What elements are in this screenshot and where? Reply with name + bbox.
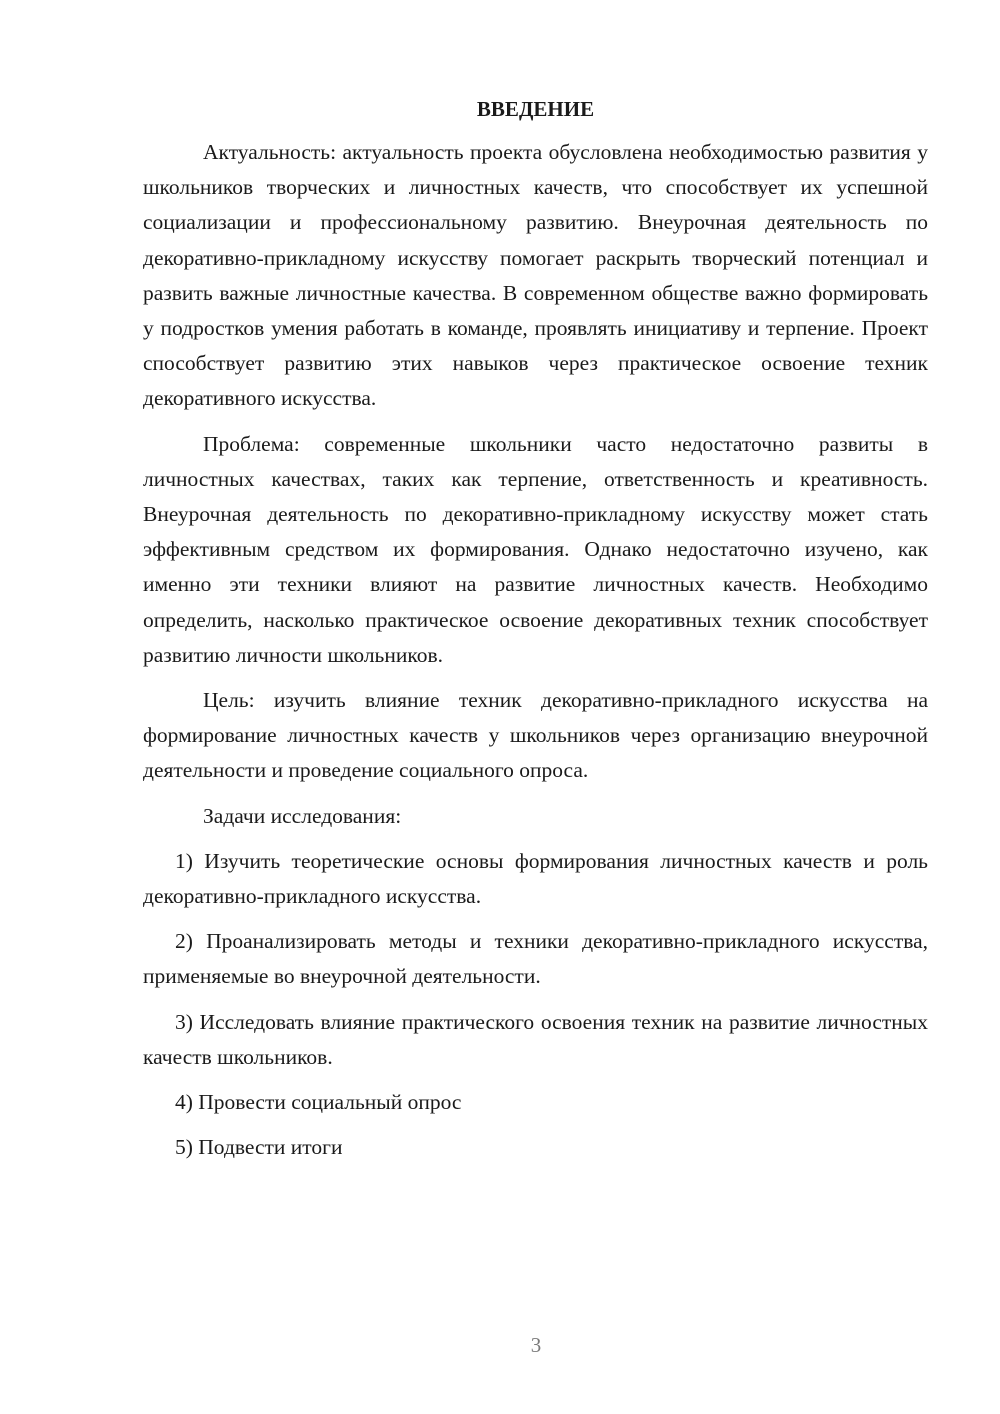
problem-paragraph: Проблема: современные школьники часто недостаточно развиты в личностных качествах, таких как терпение, ответственность и креативность. Внеурочная деятельность по декоративно-прикладному искусству может стать эффективным средством их формирования. Однако недостаточно изучено, как именно эти техники влияют на развитие личностных качеств. Необходимо определить, насколько практическое освоение декоративных техник способствует развитию личности школьников. <box>143 431 928 667</box>
page-number: 3 <box>530 1333 542 1357</box>
goal-paragraph: Цель: изучить влияние техник декоративно-прикладного искусства на формирование личностных качеств у школьников через организацию внеурочной деятельности и проведение социального опроса. <box>143 688 928 783</box>
tasks-title: Задачи исследования: <box>203 803 402 828</box>
task-item-5: 5) Подвести итоги <box>175 1135 343 1160</box>
task-item-3: 3) Исследовать влияние практического освоения техник на развитие личностных качеств школьников. <box>143 1009 928 1069</box>
relevance-paragraph: Актуальность: актуальность проекта обусловлена необходимостью развития у школьников творческих и личностных качеств, что способствует их успешной социализации и профессиональному развитию. Внеурочная деятельность по декоративно-прикладному искусству помогает раскрыть творческий потенциал и развить важные личностные качества. В современном обществе важно формировать у подростков умения работать в команде, проявлять инициативу и терпение. Проект способствует развитию этих навыков через практическое освоение техник декоративного искусства. <box>143 140 928 411</box>
task-item-1: 1) Изучить теоретические основы формирования личностных качеств и роль декоративно-прикладного искусства. <box>143 848 928 909</box>
document-page <box>143 95 928 1175</box>
task-item-4: 4) Провести социальный опрос <box>175 1090 462 1115</box>
page-title: ВВЕДЕНИЕ <box>476 97 595 121</box>
task-item-2: 2) Проанализировать методы и техники декоративно-прикладного искусства, применяемые во внеурочной деятельности. <box>143 929 928 989</box>
